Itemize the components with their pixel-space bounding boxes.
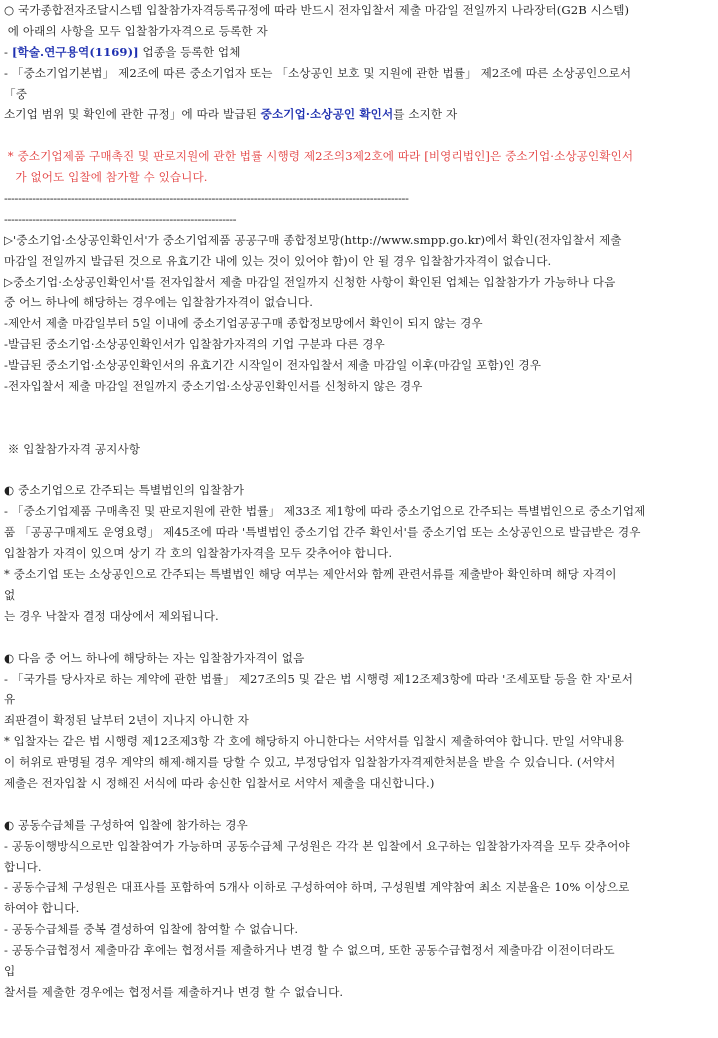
disqualify-line: 죄판결이 확정된 날부터 2년이 지나지 아니한 자: [4, 713, 249, 728]
joint-line: - 공동이행방식으로만 입찰참여가 가능하며 공동수급체 구성원은 각각 본 입찰에서 요구하는 입찰참가자격을 모두 갖추어야: [4, 838, 630, 853]
special-line: * 중소기업 또는 소상공인으로 간주되는 특별법인 해당 여부는 제안서와 함께 관련서류를 제출받아 확인하며 해당 자격이: [4, 567, 617, 582]
confirm-line: ▷중소기업·소상공인확인서'를 전자입찰서 제출 마감일 전일까지 신청한 사항이 확인된 업체는 입찰참가가 가능하나 다음: [4, 274, 616, 289]
confirm-line: -전자입찰서 제출 마감일 전일까지 중소기업·소상공인확인서를 신청하지 않은 경우: [4, 379, 423, 394]
certificate-suffix: 를 소지한 자: [393, 107, 458, 122]
disqualify-line: - 「국가를 당사자로 하는 계약에 관한 법률」 제27조의5 및 같은 법 시행령 제12조제3항에 따라 '조세포탈 등을 한 자'로서: [4, 671, 634, 686]
confirm-line: -제안서 제출 마감일부터 5일 이내에 중소기업공공구매 종합정보망에서 확인이 되지 않는 경우: [4, 316, 483, 331]
business-type-suffix: 업종을 등록한 업체: [138, 44, 241, 59]
section-heading: ◐ 중소기업으로 간주되는 특별법인의 입찰참가: [4, 483, 245, 498]
joint-venture-block: [4, 815, 714, 1003]
section-title: ※ 입찰참가자격 공지사항: [4, 441, 141, 456]
confirm-line: -발급된 중소기업·소상공인확인서가 입찰참가자격의 기업 구분과 다른 경우: [4, 337, 385, 352]
joint-line: 찰서를 제출한 경우에는 협정서를 제출하거나 변경 할 수 없습니다.: [4, 984, 344, 999]
intro-block: [4, 0, 714, 125]
disqualify-block: [4, 648, 714, 794]
joint-line: 합니다.: [4, 859, 42, 874]
disqualify-line: 유: [4, 692, 16, 707]
certificate-prefix: 소기업 범위 및 확인에 관한 규정」에 따라 발급된: [4, 107, 261, 122]
confirm-line: ▷'중소기업·소상공인확인서'가 중소기업제품 공공구매 종합정보망(http://www.smpp.go.kr)에서 확인(전자입찰서 제출: [4, 232, 622, 247]
intro-line: - 「중소기업기본법」 제2조에 따른 중소기업자 또는 「소상공인 보호 및 지원에 관한 법률」 제2조에 따른 소상공인으로서: [4, 65, 632, 80]
confirm-line: 마감일 전일까지 발급된 것으로 유효기간 내에 있는 것이 있어야 함)이 안 될 경우 입찰참가자격이 없습니다.: [4, 253, 552, 268]
confirm-line: -발급된 중소기업·소상공인확인서의 유효기간 시작일이 전자입찰서 제출 마감일 이후(마감일 포함)인 경우: [4, 358, 542, 373]
joint-line: - 공동수급체를 중복 결성하여 입찰에 참여할 수 없습니다.: [4, 922, 299, 937]
special-line: - 「중소기업제품 구매촉진 및 판로지원에 관한 법률」 제33조 제1항에 따라 중소기업으로 간주되는 특별법인으로 중소기업제: [4, 504, 646, 519]
disqualify-line: * 입찰자는 같은 법 시행령 제12조제3항 각 호에 해당하지 아니한다는 서약서를 입찰시 제출하여야 합니다. 만일 서약내용: [4, 734, 624, 749]
confirm-line: 중 어느 하나에 해당하는 경우에는 입찰참가자격이 없습니다.: [4, 295, 313, 310]
special-line: 는 경우 낙찰자 결정 대상에서 제외됩니다.: [4, 608, 219, 623]
disqualify-line: 제출은 전자입찰 시 정해진 서식에 따라 송신한 입찰서로 서약서 제출을 대신합니다.): [4, 775, 435, 790]
special-line: 품 「공공구매제도 운영요령」 제45조에 따라 '특별법인 중소기업 간주 확인서'를 중소기업 또는 소상공인으로 발급받은 경우: [4, 525, 641, 540]
separator-line: ------------------------------------------------------------------: [4, 211, 237, 226]
notice-line: 가 없어도 입찰에 참가할 수 있습니다.: [4, 170, 208, 185]
disqualify-line: 이 허위로 판명될 경우 계약의 해제·해지를 당할 수 있고, 부정당업자 입찰참가자격제한처분을 받을 수 있습니다. (서약서: [4, 755, 616, 770]
section-heading: ◐ 다음 중 어느 하나에 해당하는 자는 입찰참가자격이 없음: [4, 650, 305, 665]
intro-line: 에 아래의 사항을 모두 입찰참가자격으로 등록한 자: [4, 23, 268, 38]
nonprofit-notice: [4, 146, 714, 188]
business-type-highlight: [학술.연구용역(1169)]: [11, 44, 139, 59]
joint-line: - 공동수급체 구성원은 대표사를 포함하여 5개사 이하로 구성하여야 하며, 구성원별 계약참여 최소 지분율은 10% 이상으로: [4, 880, 630, 895]
intro-line: 「중: [4, 86, 27, 101]
confirmation-block: [4, 230, 714, 397]
business-type-prefix: -: [4, 44, 12, 59]
special-line: 없: [4, 587, 16, 602]
certificate-highlight: 중소기업·소상공인 확인서: [260, 107, 394, 122]
intro-line: ○ 국가종합전자조달시스템 입찰참가자격등록규정에 따라 반드시 전자입찰서 제출 마감일 전일까지 나라장터(G2B 시스템): [4, 3, 630, 17]
section-heading: ◐ 공동수급체를 구성하여 입찰에 참가하는 경우: [4, 817, 248, 832]
joint-line: - 공동수급협정서 제출마감 후에는 협정서를 제출하거나 변경 할 수 없으며, 또한 공동수급협정서 제출마감 이전이더라도: [4, 943, 615, 958]
notice-line: * 중소기업제품 구매촉진 및 판로지원에 관한 법률 시행령 제2조의3제2호에 따라 [비영리법인]은 중소기업·소상공인확인서: [4, 149, 634, 164]
separator-line: -------------------------------------------------------------------------------------------------------------------: [4, 191, 409, 206]
special-corp-block: [4, 480, 714, 626]
joint-line: 하여야 합니다.: [4, 901, 80, 916]
business-type-line: [4, 42, 714, 63]
certificate-line: [4, 104, 714, 125]
joint-line: 입: [4, 963, 16, 978]
special-line: 입찰참가 자격이 있으며 상기 각 호의 입찰참가자격을 모두 갖추어야 합니다.: [4, 546, 393, 561]
